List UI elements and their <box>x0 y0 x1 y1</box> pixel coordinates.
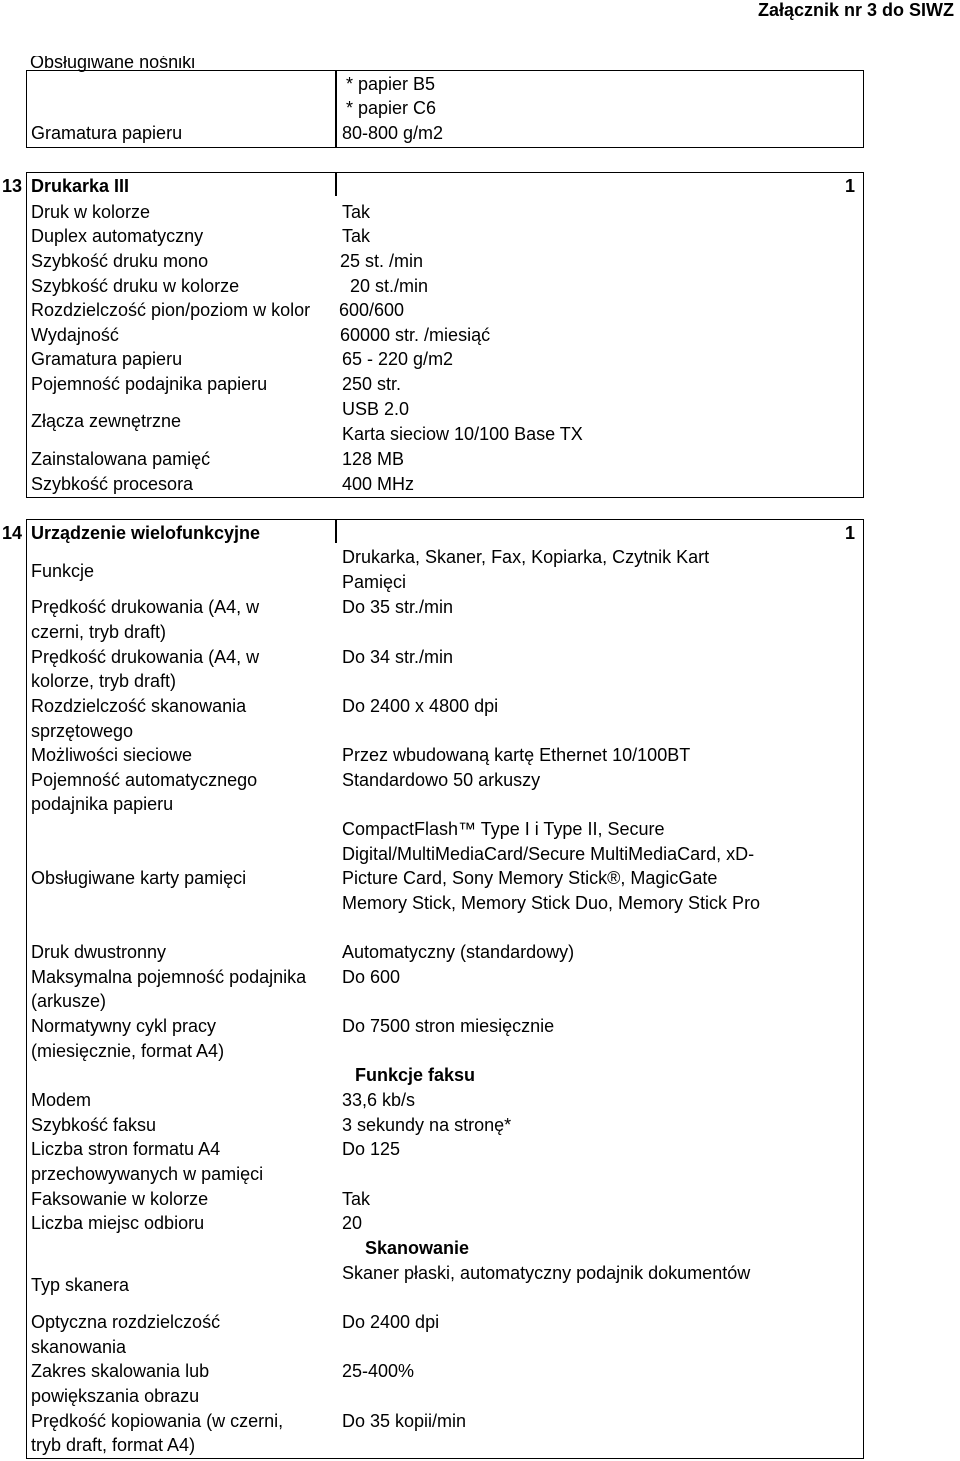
value-cell: * papier C6 <box>346 98 437 118</box>
value-cell: 33,6 kb/s <box>342 1090 416 1110</box>
value-cell: Automatyczny (standardowy) <box>342 942 575 962</box>
label-cell: Prędkość drukowania (A4, w <box>31 647 260 667</box>
label-cell: Zainstalowana pamięć <box>31 449 211 469</box>
label-cell: Wydajność <box>31 325 119 345</box>
value-cell: Przez wbudowaną kartę Ethernet 10/100BT <box>342 745 691 765</box>
value-cell: * papier B5 <box>346 74 436 94</box>
label-cell: Faksowanie w kolorze <box>31 1189 209 1209</box>
value-cell: Standardowo 50 arkuszy <box>342 770 541 790</box>
label-cell: Szybkość druku mono <box>31 251 209 271</box>
label-cell: Rozdzielczość skanowania <box>31 696 247 716</box>
label-cell: Możliwości sieciowe <box>31 745 193 765</box>
label-cell: Szybkość druku w kolorze <box>31 276 240 296</box>
label-cell: skanowania <box>31 1337 127 1357</box>
label-cell: Funkcje <box>31 561 95 581</box>
label-cell: Duplex automatyczny <box>31 226 204 246</box>
value-cell: Digital/MultiMediaCard/Secure MultiMediaCard, xD- <box>342 844 755 864</box>
value-cell: USB 2.0 <box>342 399 410 419</box>
value-cell: Do 35 kopii/min <box>342 1411 467 1431</box>
value-cell: CompactFlash™ Type I i Type II, Secure <box>342 819 665 839</box>
label-cell: sprzętowego <box>31 721 134 741</box>
value-cell: Do 2400 x 4800 dpi <box>342 696 499 716</box>
value-cell: Pamięci <box>342 572 407 592</box>
value-cell: Memory Stick, Memory Stick Duo, Memory Stick Pro <box>342 893 761 913</box>
value-cell: 60000 str. /miesiąć <box>340 325 491 345</box>
label-cell: Prędkość drukowania (A4, w <box>31 597 260 617</box>
section-number: 13 <box>2 176 23 196</box>
label-cell: (arkusze) <box>31 991 107 1011</box>
label-cell: Druk w kolorze <box>31 202 151 222</box>
label-cell: Rozdzielczość pion/poziom w kolor <box>31 300 311 320</box>
label-cell: Optyczna rozdzielczość <box>31 1312 221 1332</box>
section-quantity: 1 <box>845 523 856 543</box>
label-cell: (miesięcznie, format A4) <box>31 1041 225 1061</box>
value-cell: Do 600 <box>342 967 401 987</box>
label-cell: tryb draft, format A4) <box>31 1435 196 1455</box>
label-cell: podajnika papieru <box>31 794 174 814</box>
section-title: Drukarka III <box>31 176 130 196</box>
value-cell: Tak <box>342 202 371 222</box>
value-cell: 128 MB <box>342 449 405 469</box>
label-cell: Szybkość faksu <box>31 1115 157 1135</box>
scan-heading: Skanowanie <box>365 1238 470 1258</box>
label-cell: Prędkość kopiowania (w czerni, <box>31 1411 284 1431</box>
label-cell: Druk dwustronny <box>31 942 167 962</box>
value-cell: 25-400% <box>342 1361 415 1381</box>
column-divider <box>335 519 337 543</box>
value-cell: 80-800 g/m2 <box>342 123 444 143</box>
column-divider <box>335 70 337 148</box>
value-cell: 20 <box>342 1213 363 1233</box>
value-cell: 65 - 220 g/m2 <box>342 349 454 369</box>
value-cell: Tak <box>342 1189 371 1209</box>
label-cell: Typ skanera <box>31 1275 130 1295</box>
label-cell: kolorze, tryb draft) <box>31 671 177 691</box>
label-cell: Normatywny cykl pracy <box>31 1016 217 1036</box>
value-cell: 3 sekundy na stronę* <box>342 1115 512 1135</box>
section-quantity: 1 <box>845 176 856 196</box>
value-cell: Skaner płaski, automatyczny podajnik dokumentów <box>342 1263 751 1283</box>
section-title: Urządzenie wielofunkcyjne <box>31 523 261 543</box>
label-cell: Obsługiwane karty pamięci <box>31 868 247 888</box>
label-cell: Złącza zewnętrzne <box>31 411 182 431</box>
value-cell: Do 35 str./min <box>342 597 454 617</box>
value-cell: Do 125 <box>342 1139 401 1159</box>
value-cell: 400 MHz <box>342 474 415 494</box>
value-cell: Tak <box>342 226 371 246</box>
label-cell: Zakres skalowania lub <box>31 1361 210 1381</box>
section-number: 14 <box>2 523 23 543</box>
label-cell: Gramatura papieru <box>31 349 183 369</box>
label-cell: Pojemność automatycznego <box>31 770 258 790</box>
label-cell: czerni, tryb draft) <box>31 622 167 642</box>
label-cell: Szybkość procesora <box>31 474 194 494</box>
value-cell: 600/600 <box>339 300 405 320</box>
value-cell: Drukarka, Skaner, Fax, Kopiarka, Czytnik Kart <box>342 547 710 567</box>
column-divider <box>335 172 337 196</box>
value-cell: Do 34 str./min <box>342 647 454 667</box>
value-cell: Picture Card, Sony Memory Stick®, MagicGate <box>342 868 718 888</box>
label-cell: Liczba stron formatu A4 <box>31 1139 221 1159</box>
value-cell: Do 7500 stron miesięcznie <box>342 1016 555 1036</box>
cut-off-label: Obsługiwane nośniki <box>30 56 196 72</box>
value-cell: 20 st./min <box>350 276 429 296</box>
document-header: Załącznik nr 3 do SIWZ <box>757 0 954 20</box>
value-cell: 25 st. /min <box>340 251 424 271</box>
fax-heading: Funkcje faksu <box>355 1065 476 1085</box>
label-cell: Liczba miejsc odbioru <box>31 1213 205 1233</box>
label-cell: Maksymalna pojemność podajnika <box>31 967 307 987</box>
label-cell: powiększania obrazu <box>31 1386 200 1406</box>
value-cell: Do 2400 dpi <box>342 1312 440 1332</box>
label-cell: Gramatura papieru <box>31 123 183 143</box>
label-cell: przechowywanych w pamięci <box>31 1164 264 1184</box>
label-cell: Pojemność podajnika papieru <box>31 374 268 394</box>
label-cell: Modem <box>31 1090 92 1110</box>
value-cell: Karta sieciow 10/100 Base TX <box>342 424 583 444</box>
value-cell: 250 str. <box>342 374 402 394</box>
